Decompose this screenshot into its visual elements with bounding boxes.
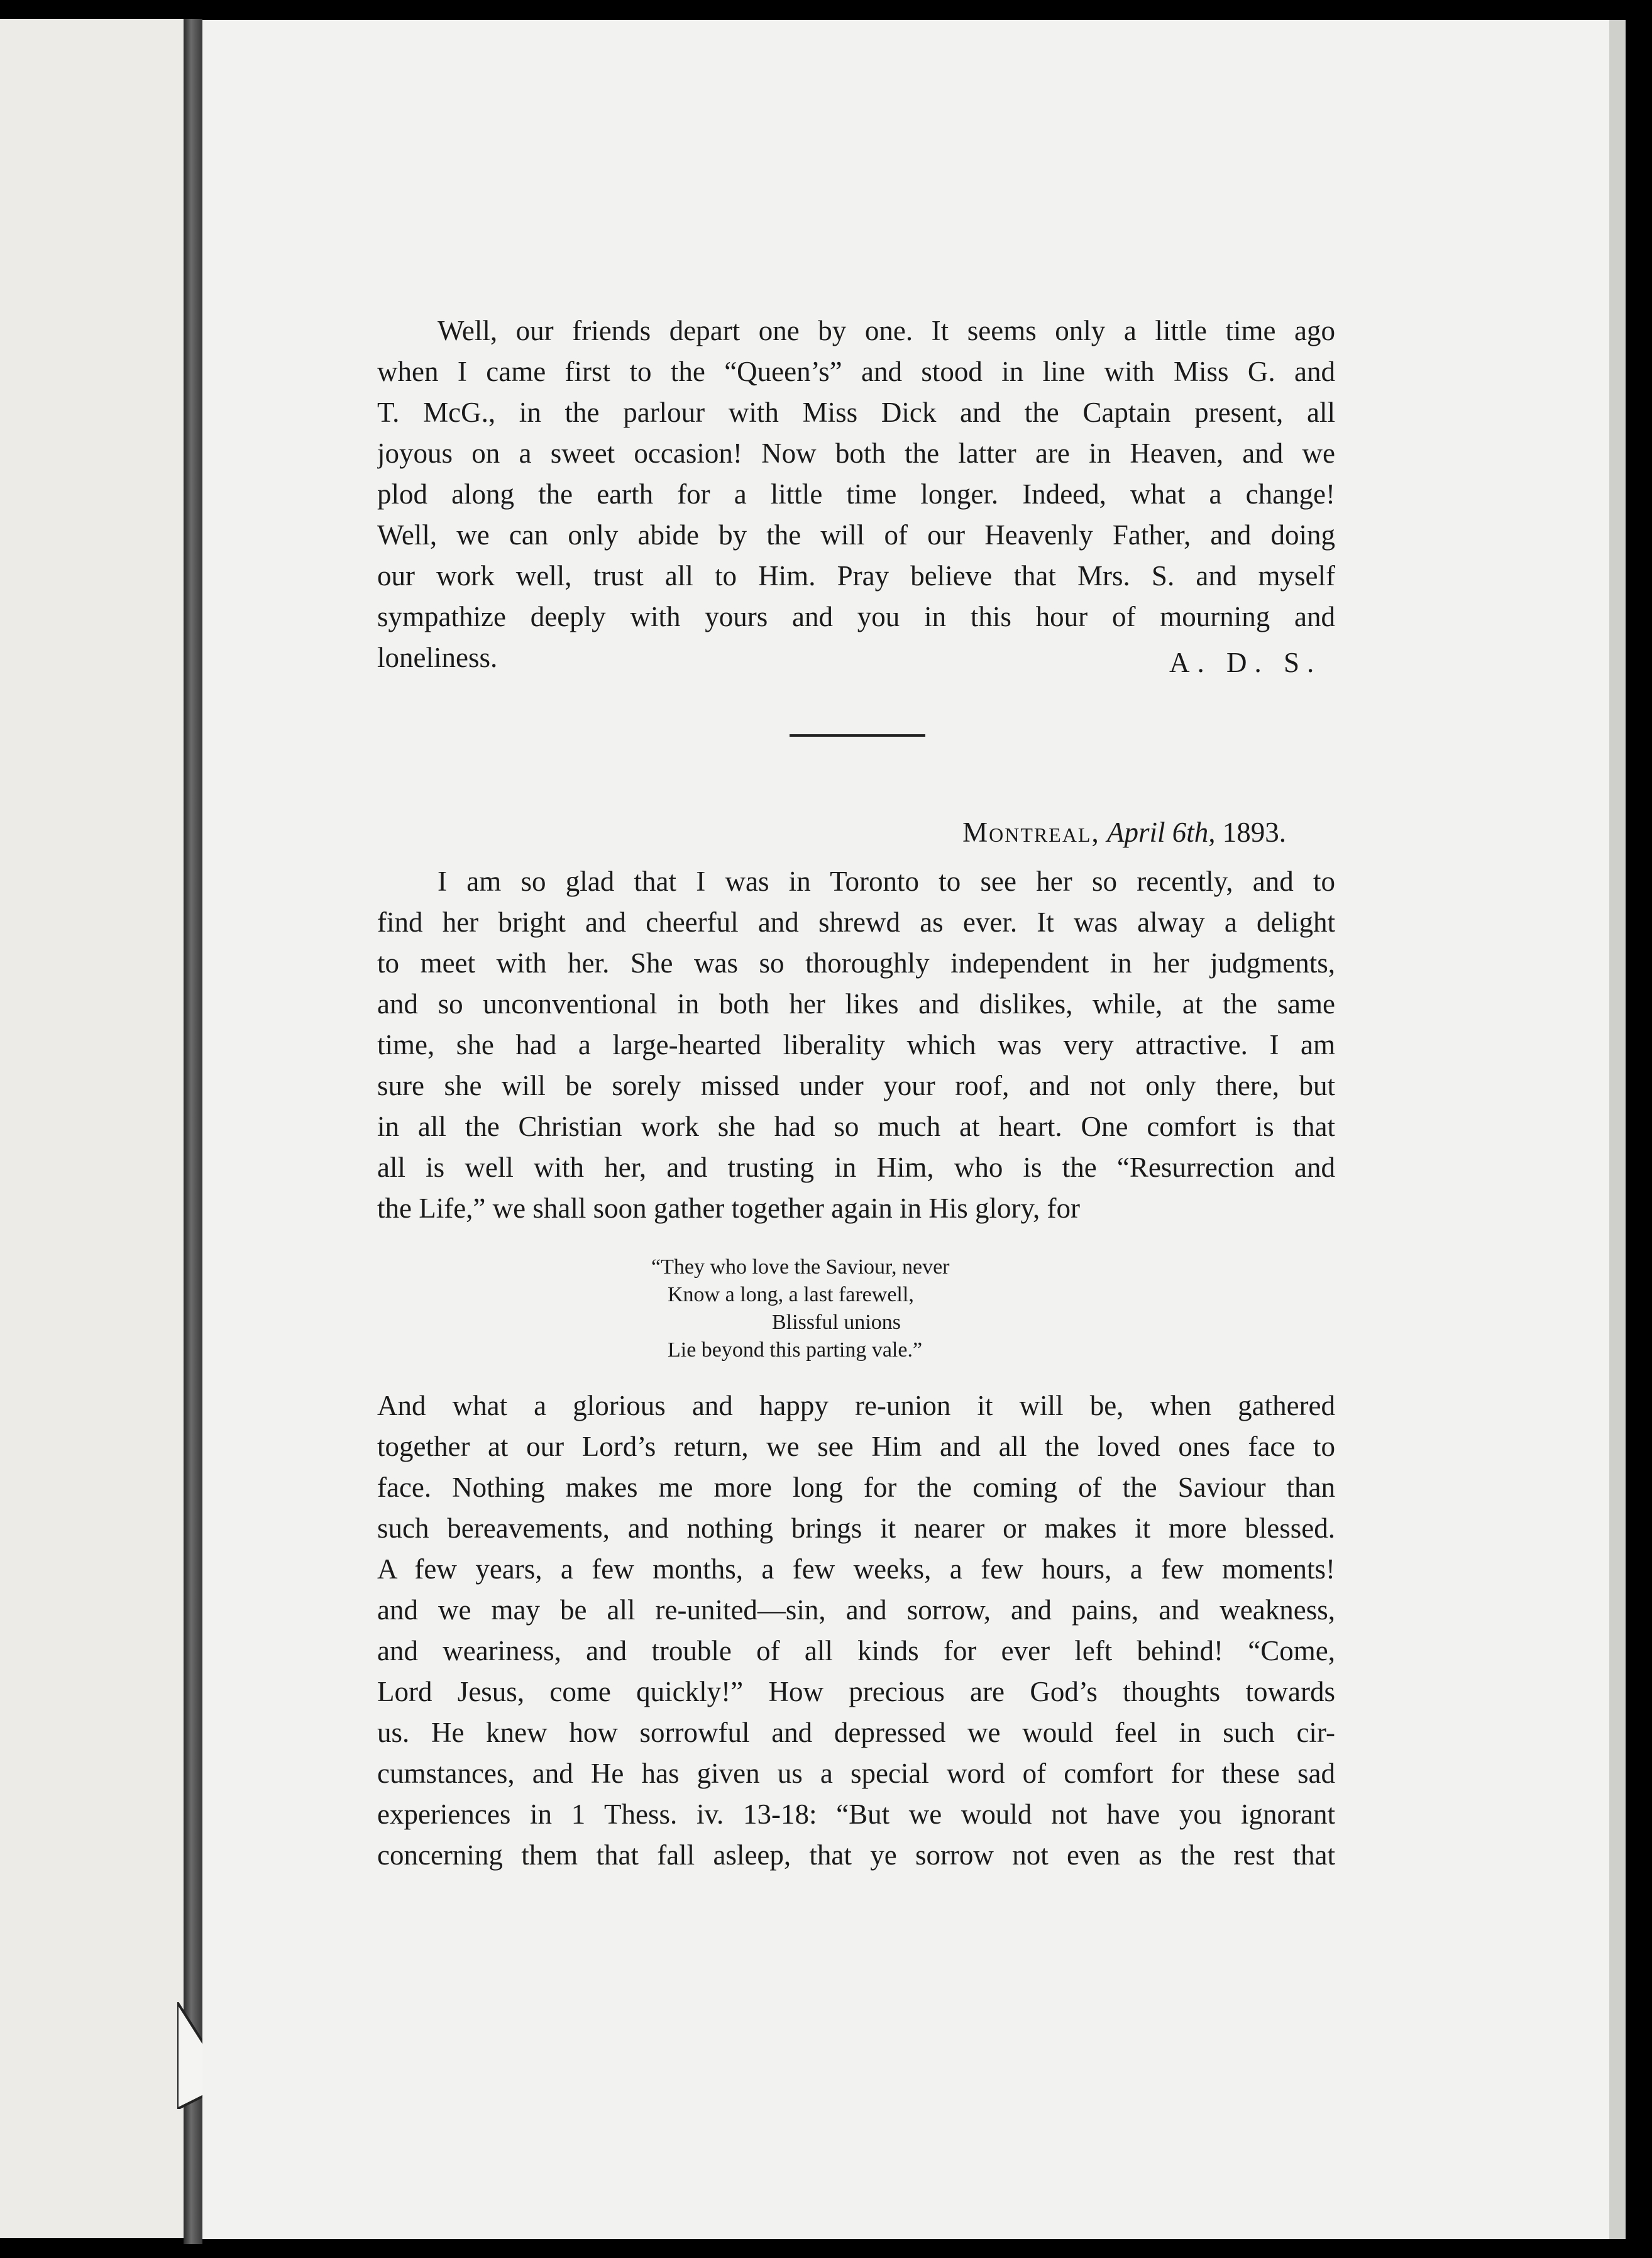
text-line: concerning them that fall asleep, that ye sorrow not even as the rest that [377, 1839, 1335, 1871]
book-gutter [184, 19, 202, 2244]
text-line: find her bright and cheerful and shrewd as ever. It was alway a delight [377, 906, 1335, 938]
text-line: A few years, a few months, a few weeks, a few hours, a few moments! [377, 1553, 1335, 1585]
text-line: joyous on a sweet occasion! Now both the latter are in Heaven, and we [377, 438, 1335, 469]
text-line: in all the Christian work she had so much at heart. One comfort is that [377, 1111, 1335, 1142]
letter-two-body [377, 861, 1335, 1229]
letter-one-body [377, 311, 1335, 678]
poem-quote [651, 1253, 950, 1364]
text-line: Lord Jesus, come quickly!” How precious are God’s thoughts towards [377, 1676, 1335, 1707]
poem-line: “They who love the Saviour, never [651, 1255, 950, 1279]
text-line: cumstances, and He has given us a special word of comfort for these sad [377, 1758, 1335, 1789]
text-line: I am so glad that I was in Toronto to see her so recently, and to [438, 866, 1335, 897]
text-line: T. McG., in the parlour with Miss Dick and the Captain present, all [377, 397, 1335, 428]
text-line: loneliness. [377, 642, 498, 673]
dateline-date: April 6th, [1106, 817, 1216, 848]
text-line: when I came first to the “Queen’s” and stood in line with Miss G. and [377, 356, 1335, 387]
text-line: such bereavements, and nothing brings it nearer or makes it more blessed. [377, 1512, 1335, 1544]
poem-line: Know a long, a last farewell, [668, 1283, 914, 1306]
letter-two-body-continued [377, 1385, 1335, 1876]
dateline-place: Montreal, [962, 817, 1100, 848]
dateline-year: 1893. [1222, 817, 1286, 848]
text-line: and so unconventional in both her likes and dislikes, while, at the same [377, 988, 1335, 1020]
text-line: our work well, trust all to Him. Pray believe that Mrs. S. and myself [377, 560, 1335, 592]
text-line: Well, our friends depart one by one. It seems only a little time ago [438, 315, 1335, 346]
text-line: and we may be all re-united—sin, and sorrow, and pains, and weakness, [377, 1594, 1335, 1626]
text-line: Well, we can only abide by the will of our Heavenly Father, and doing [377, 519, 1335, 551]
signature-initials: A. D. S. [1169, 647, 1322, 678]
text-line: plod along the earth for a little time longer. Indeed, what a change! [377, 478, 1335, 510]
facing-page [0, 19, 186, 2238]
text-line: And what a glorious and happy re-union it will be, when gathered [377, 1390, 1335, 1421]
text-line: sympathize deeply with yours and you in this hour of mourning and [377, 601, 1335, 632]
text-line: us. He knew how sorrowful and depressed we would feel in such cir- [377, 1717, 1335, 1748]
text-line: face. Nothing makes me more long for the coming of the Saviour than [377, 1472, 1335, 1503]
text-line: all is well with her, and trusting in Him, who is the “Resurrection and [377, 1152, 1335, 1183]
text-line: to meet with her. She was so thoroughly independent in her judgments, [377, 947, 1335, 979]
text-line: time, she had a large-hearted liberality which was very attractive. I am [377, 1029, 1335, 1060]
text-line: experiences in 1 Thess. iv. 13-18: “But we would not have you ignorant [377, 1798, 1335, 1830]
dateline [924, 812, 1286, 853]
text-line: together at our Lord’s return, we see Him and all the loved ones face to [377, 1431, 1335, 1462]
section-divider [790, 734, 925, 737]
poem-line: Blissful unions [772, 1311, 901, 1334]
text-line: sure she will be sorely missed under your roof, and not only there, but [377, 1070, 1335, 1101]
poem-line: Lie beyond this parting vale.” [668, 1338, 923, 1362]
text-line: and weariness, and trouble of all kinds for ever left behind! “Come, [377, 1635, 1335, 1666]
text-line: the Life,” we shall soon gather together again in His glory, for [377, 1192, 1080, 1224]
